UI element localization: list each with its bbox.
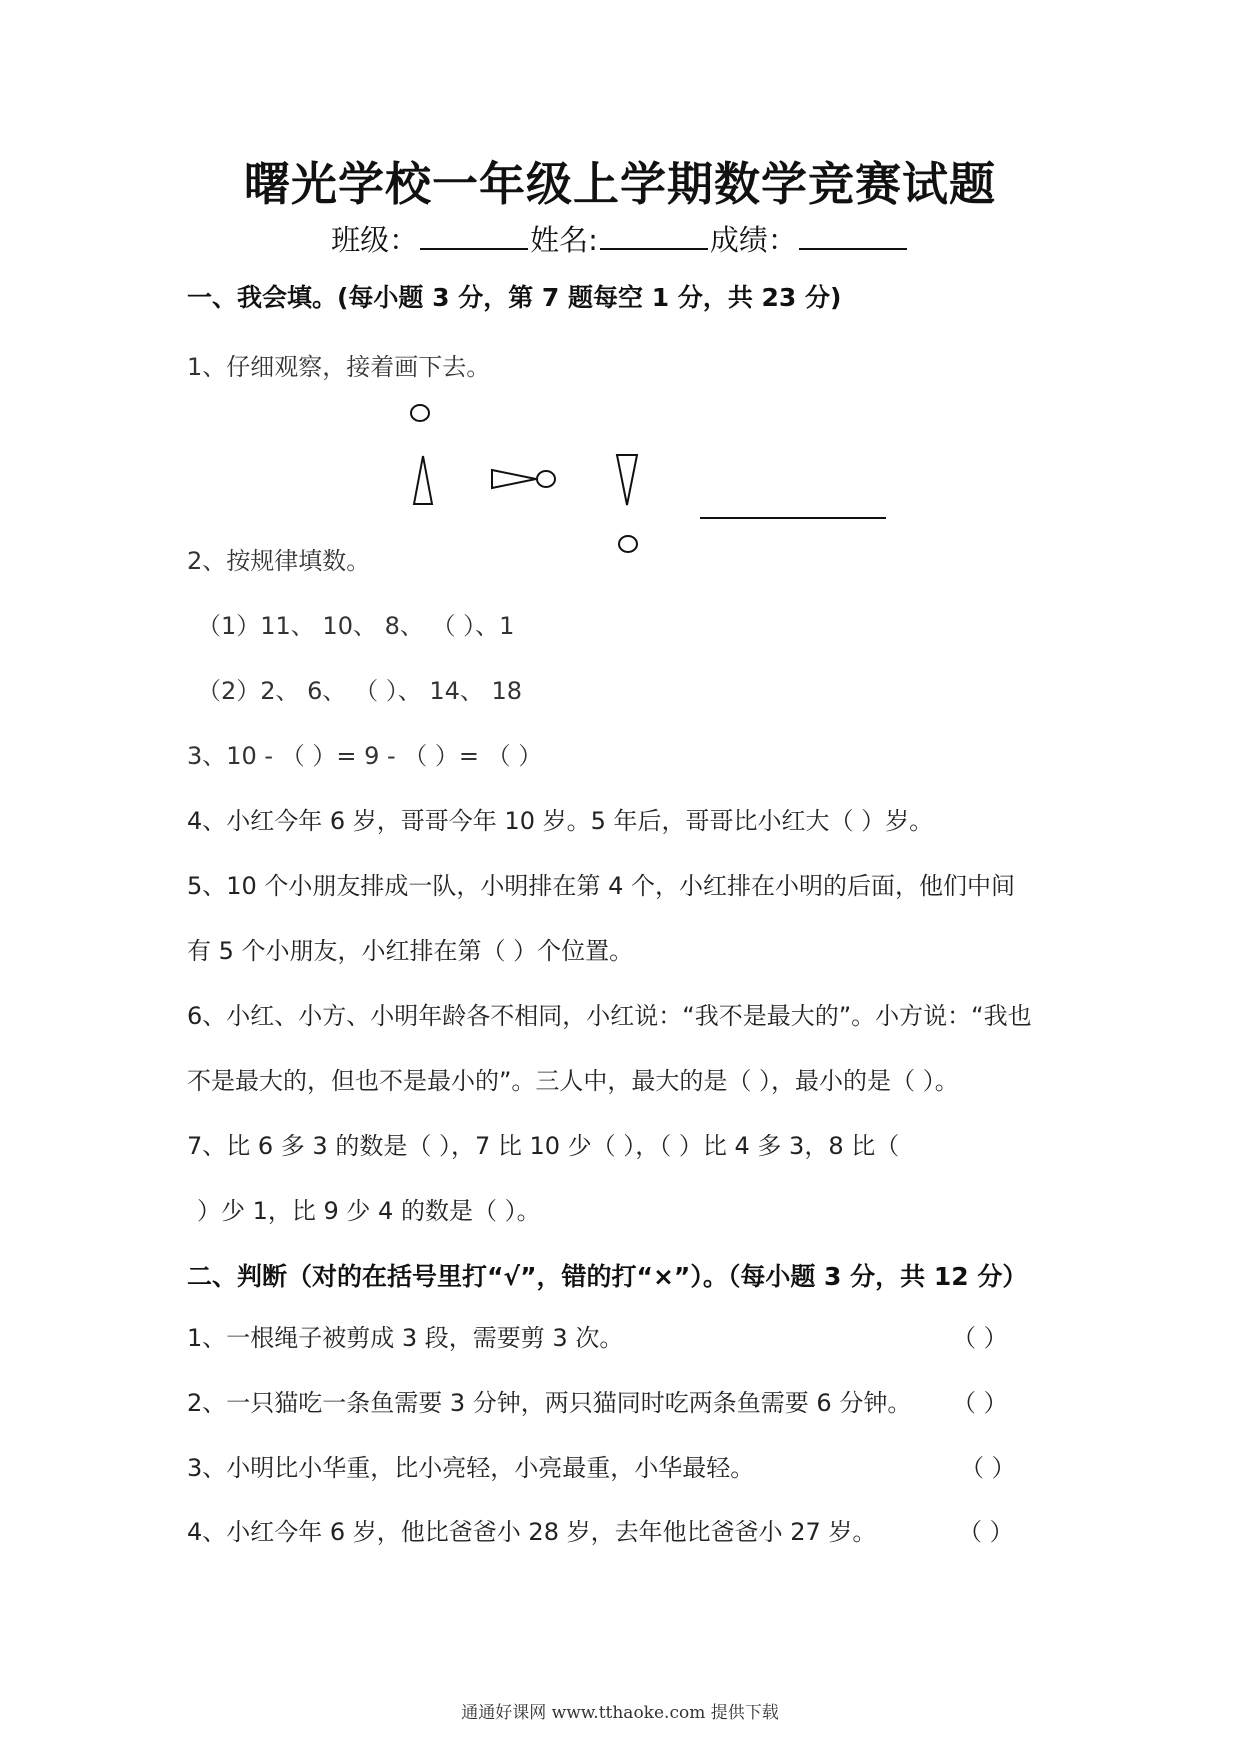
name-label: 姓名: xyxy=(530,223,598,257)
score-label: 成绩： xyxy=(709,223,797,257)
section-1-heading: 一、我会填。(每小题 3 分，第 7 题每空 1 分，共 23 分) xyxy=(187,283,842,312)
question-3: 3、10 - （ ）= 9 - （ ）= （ ） xyxy=(187,742,543,770)
question-4: 4、小红今年 6 岁，哥哥今年 10 岁。5 年后，哥哥比小红大（ ）岁。 xyxy=(187,807,934,835)
question-7-line-1: 7、比 6 多 3 的数是（ ），7 比 10 少（ ），（ ）比 4 多 3，8 比（ xyxy=(187,1132,900,1160)
question-7-line-2: ）少 1，比 9 少 4 的数是（ ）。 xyxy=(197,1197,541,1225)
question-2: 2、按规律填数。 xyxy=(187,547,371,575)
judge-answer-1[interactable]: （ ） xyxy=(952,1324,1008,1352)
question-1: 1、仔细观察，接着画下去。 xyxy=(187,353,491,381)
judge-item-4: 4、小红今年 6 岁，他比爸爸小 28 岁，去年他比爸爸小 27 岁。 xyxy=(187,1518,877,1546)
question-5-line-2: 有 5 个小朋友，小红排在第（ ）个位置。 xyxy=(187,937,634,965)
judge-answer-4[interactable]: （ ） xyxy=(958,1518,1014,1546)
question-6-line-2: 不是最大的，但也不是最小的”。三人中，最大的是（ ），最小的是（ ）。 xyxy=(187,1067,959,1095)
drawing-answer-line[interactable] xyxy=(700,517,886,519)
circle-shape xyxy=(619,536,637,552)
circle-shape xyxy=(537,471,555,487)
question-6-line-1: 6、小红、小方、小明年龄各不相同，小红说：“我不是最大的”。小方说：“我也 xyxy=(187,1002,1032,1030)
page-title: 曙光学校一年级上学期数学竞赛试题 xyxy=(244,157,996,211)
footer-credit: 通通好课网 www.tthaoke.com 提供下载 xyxy=(461,1703,779,1723)
judge-answer-2[interactable]: （ ） xyxy=(952,1389,1008,1417)
triangle-up-shape xyxy=(414,456,432,504)
judge-answer-3[interactable]: （ ） xyxy=(960,1454,1016,1482)
class-label: 班级： xyxy=(331,223,419,257)
judge-item-2: 2、一只猫吃一条鱼需要 3 分钟，两只猫同时吃两条鱼需要 6 分钟。 xyxy=(187,1389,912,1417)
section-2-heading: 二、判断（对的在括号里打“√”，错的打“×”）。（每小题 3 分，共 12 分） xyxy=(187,1262,1028,1291)
triangle-down-shape xyxy=(617,455,637,505)
question-2-1: （1）11、 10、 8、 （ ）、1 xyxy=(197,612,515,640)
judge-item-1: 1、一根绳子被剪成 3 段，需要剪 3 次。 xyxy=(187,1324,624,1352)
triangle-right-shape xyxy=(492,470,536,488)
circle-shape xyxy=(411,405,429,421)
question-2-2: （2）2、 6、 （ ）、 14、 18 xyxy=(197,677,523,705)
judge-item-3: 3、小明比小华重，比小亮轻，小亮最重，小华最轻。 xyxy=(187,1454,755,1482)
question-5-line-1: 5、10 个小朋友排成一队，小明排在第 4 个，小红排在小明的后面，他们中间 xyxy=(187,872,1015,900)
